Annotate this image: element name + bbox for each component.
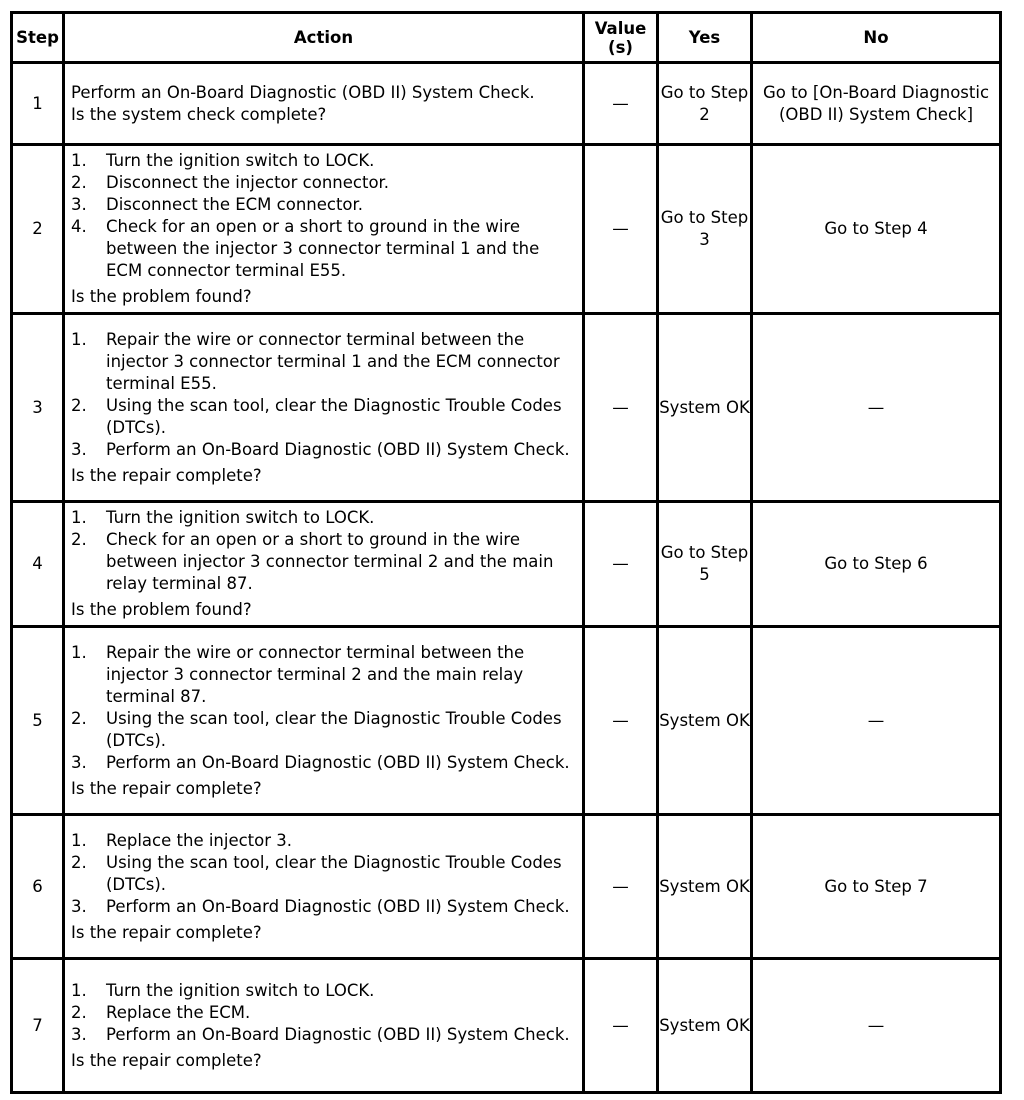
step-number: 3 <box>12 314 64 502</box>
action-item-number: 2. <box>71 395 87 415</box>
action-item-text: Turn the ignition switch to LOCK. <box>106 508 375 527</box>
action-item <box>71 395 576 439</box>
action-item-text: Using the scan tool, clear the Diagnostic Trouble Codes (DTCs). <box>106 395 562 437</box>
action-list <box>71 329 576 461</box>
action-item <box>71 439 576 461</box>
header-action: Action <box>64 13 584 63</box>
action-item-text: Perform an On-Board Diagnostic (OBD II) System Check. <box>106 1024 570 1044</box>
diagnostic-table <box>10 11 1002 1094</box>
header-row <box>12 13 1001 63</box>
action-item <box>71 1002 576 1024</box>
action-item-number: 3. <box>71 439 87 459</box>
header-no: No <box>752 13 1001 63</box>
action-item-number: 2. <box>71 708 87 728</box>
action-item <box>71 896 576 918</box>
yes-cell: System OK <box>658 959 752 1093</box>
action-item-text: Repair the wire or connector terminal between the injector 3 connector terminal 2 and the main relay terminal 87. <box>106 642 525 706</box>
action-item-text: Replace the injector 3. <box>106 830 293 850</box>
action-list <box>71 150 576 282</box>
action-item-text: Using the scan tool, clear the Diagnostic Trouble Codes (DTCs). <box>106 708 562 750</box>
action-question: Is the system check complete? <box>71 104 327 124</box>
header-step: Step <box>12 13 64 63</box>
yes-cell: System OK <box>658 627 752 815</box>
value-cell: — <box>584 63 658 145</box>
action-item-number: 1. <box>71 508 87 527</box>
action-item <box>71 172 576 194</box>
action-cell <box>64 502 584 627</box>
table-row <box>12 63 1001 145</box>
action-item-number: 2. <box>71 852 87 872</box>
action-intro: Perform an On-Board Diagnostic (OBD II) System Check. <box>71 82 535 102</box>
action-cell <box>64 627 584 815</box>
step-number: 5 <box>12 627 64 815</box>
action-item-number: 1. <box>71 329 87 349</box>
action-item <box>71 194 576 216</box>
value-cell: — <box>584 815 658 959</box>
action-item-text: Repair the wire or connector terminal between the injector 3 connector terminal 1 and the ECM connector terminal E55. <box>106 329 560 393</box>
action-item-text: Check for an open or a short to ground in the wire between injector 3 connector terminal 2 and the main relay terminal 87. <box>106 530 554 593</box>
action-cell <box>64 145 584 314</box>
action-list <box>71 980 576 1046</box>
header-value: Value (s) <box>584 13 658 63</box>
action-item <box>71 507 576 529</box>
action-item-text: Check for an open or a short to ground in the wire between the injector 3 connector terminal 1 and the ECM connector terminal E55. <box>106 217 540 280</box>
step-number: 4 <box>12 502 64 627</box>
action-list <box>71 830 576 918</box>
action-item-number: 1. <box>71 151 87 170</box>
header-yes: Yes <box>658 13 752 63</box>
action-question: Is the repair complete? <box>71 465 262 485</box>
action-question: Is the repair complete? <box>71 922 262 942</box>
yes-cell: System OK <box>658 314 752 502</box>
action-item-text: Replace the ECM. <box>106 1002 251 1022</box>
action-item-number: 4. <box>71 217 87 236</box>
action-item-number: 1. <box>71 642 87 662</box>
action-item-text: Perform an On-Board Diagnostic (OBD II) System Check. <box>106 752 570 772</box>
action-cell <box>64 959 584 1093</box>
action-item <box>71 150 576 172</box>
yes-cell: Go to Step 3 <box>658 145 752 314</box>
action-item <box>71 852 576 896</box>
action-item-number: 3. <box>71 195 87 214</box>
yes-cell: Go to Step 2 <box>658 63 752 145</box>
yes-cell: System OK <box>658 815 752 959</box>
value-cell: — <box>584 314 658 502</box>
action-item-number: 1. <box>71 980 87 1000</box>
no-cell: Go to Step 7 <box>752 815 1001 959</box>
action-item <box>71 529 576 595</box>
action-item <box>71 642 576 708</box>
action-item <box>71 752 576 774</box>
action-item-text: Using the scan tool, clear the Diagnostic Trouble Codes (DTCs). <box>106 852 562 894</box>
yes-cell: Go to Step 5 <box>658 502 752 627</box>
action-question: Is the problem found? <box>71 600 252 619</box>
no-cell: — <box>752 627 1001 815</box>
value-cell: — <box>584 502 658 627</box>
action-question: Is the repair complete? <box>71 1050 262 1070</box>
no-cell: Go to [On-Board Diagnostic (OBD II) System Check] <box>752 63 1001 145</box>
table-row <box>12 627 1001 815</box>
action-item-number: 2. <box>71 1002 87 1022</box>
action-question: Is the problem found? <box>71 287 252 306</box>
step-number: 7 <box>12 959 64 1093</box>
action-item <box>71 1024 576 1046</box>
no-cell: Go to Step 6 <box>752 502 1001 627</box>
action-list <box>71 642 576 774</box>
no-cell: Go to Step 4 <box>752 145 1001 314</box>
action-item-number: 1. <box>71 830 87 850</box>
table-row <box>12 815 1001 959</box>
action-cell <box>64 815 584 959</box>
action-item-text: Turn the ignition switch to LOCK. <box>106 980 375 1000</box>
value-cell: — <box>584 627 658 815</box>
no-cell: — <box>752 314 1001 502</box>
action-item-number: 2. <box>71 173 87 192</box>
action-item-number: 3. <box>71 1024 87 1044</box>
action-item <box>71 830 576 852</box>
action-item-text: Disconnect the ECM connector. <box>106 195 364 214</box>
action-item <box>71 216 576 282</box>
action-item-text: Turn the ignition switch to LOCK. <box>106 151 375 170</box>
table-row <box>12 959 1001 1093</box>
action-item-text: Disconnect the injector connector. <box>106 173 390 192</box>
action-item <box>71 980 576 1002</box>
action-item-number: 3. <box>71 896 87 916</box>
action-item-text: Perform an On-Board Diagnostic (OBD II) System Check. <box>106 896 570 916</box>
table-row <box>12 502 1001 627</box>
action-item <box>71 329 576 395</box>
value-cell: — <box>584 145 658 314</box>
value-cell: — <box>584 959 658 1093</box>
action-item-number: 3. <box>71 752 87 772</box>
action-item-text: Perform an On-Board Diagnostic (OBD II) System Check. <box>106 439 570 459</box>
table-row <box>12 145 1001 314</box>
action-item <box>71 708 576 752</box>
action-question: Is the repair complete? <box>71 778 262 798</box>
table-row <box>12 314 1001 502</box>
no-cell: — <box>752 959 1001 1093</box>
action-list <box>71 507 576 595</box>
action-item-number: 2. <box>71 530 87 549</box>
step-number: 6 <box>12 815 64 959</box>
table-body <box>12 63 1001 1093</box>
action-cell <box>64 63 584 145</box>
step-number: 2 <box>12 145 64 314</box>
step-number: 1 <box>12 63 64 145</box>
action-cell <box>64 314 584 502</box>
